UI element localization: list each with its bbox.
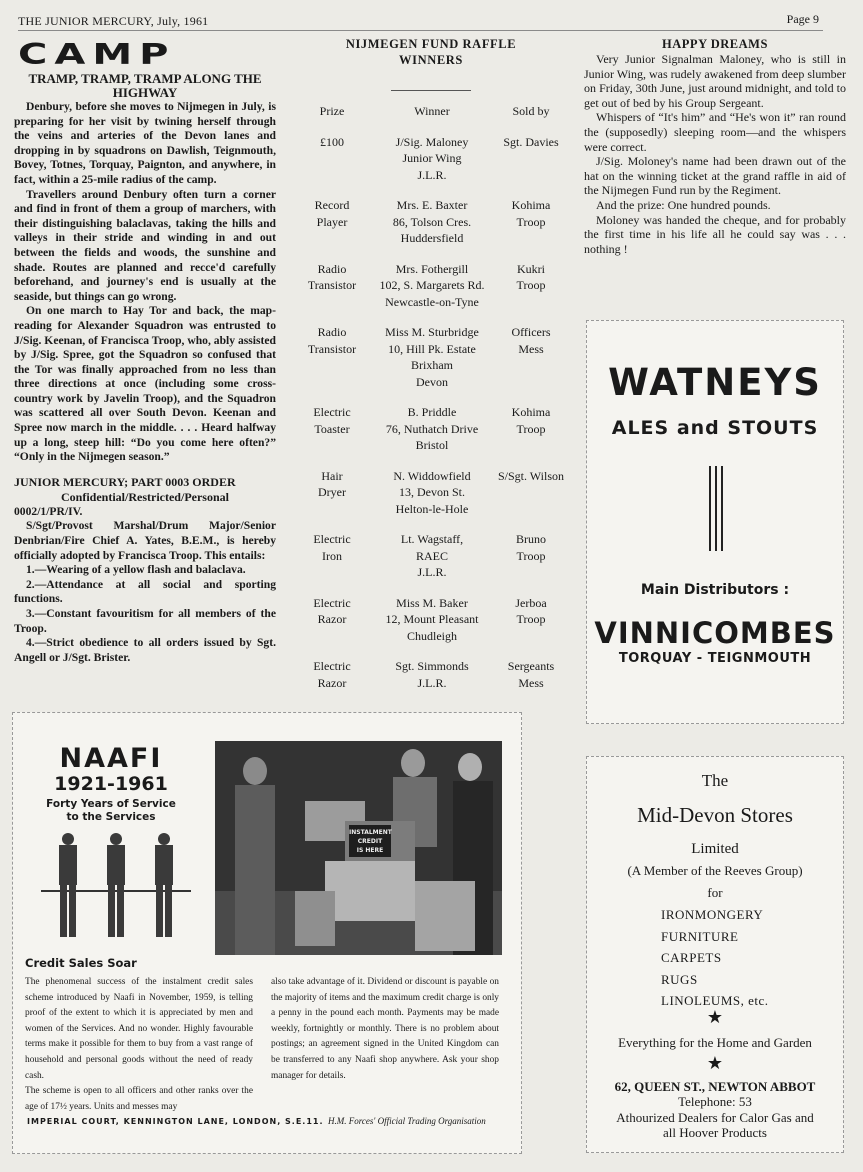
winner-cell-line: 13, Devon St. [399,485,465,499]
naafi-paragraph: The phenomenal success of the instalment credit sales scheme introduced by Naafi in November, 1959, is telling proof of the extent to which it is appreciated by men and women of the Services. And no wonder. Highly favourable terms make it possible for them to buy from a vast range of household and personal goods without the need of ready cash. [25,977,253,1081]
sold-by-cell-line: Troop [516,214,546,229]
md-telephone: Telephone: 53 [678,1094,752,1109]
winner-cell-line: Sgt. Simmonds [395,659,469,673]
prize-cell-line: £100 [320,134,344,149]
prize-cell [296,404,368,454]
order-item: 4.—Strict obedience to all orders issued by Sgt. Angell or J/Sgt. Brister. [14,636,276,664]
dreams-paragraph: And the prize: One hundred pounds. [596,197,771,212]
dreams-paragraph: Very Junior Signalman Maloney, who is still in Junior Wing, was rudely awakened from deep slumber on Friday, 30th June, just around midnight, and told to get out of bed by his Group Sergeant. [584,52,846,110]
prize-cell-line: Electric [313,532,351,546]
watneys-advert [586,320,844,724]
star-icon: ★ [706,1053,724,1073]
md-product-list [661,904,769,1012]
sold-by-cell-line: Bruno [516,532,546,546]
md-product: FURNITURE [661,928,739,944]
naafi-forty-line: Forty Years of Service [46,798,176,810]
order-item: 1.—Wearing of a yellow flash and balaclava. [26,563,246,577]
sold-by-cell-line: Officers [511,325,551,339]
prize-cell-line: Dryer [318,485,346,499]
watneys-brand: WATNEYS [608,361,822,404]
md-member: (A Member of the Reeves Group) [627,863,803,878]
md-dealers-line: all Hoover Products [663,1125,767,1140]
winner-cell-line: Bristol [415,438,449,452]
winner-cell-line: J.L.R. [417,565,447,579]
raffle-row [296,197,566,247]
winner-cell-line: Chudleigh [407,628,457,643]
winner-cell-line: Devon [416,374,448,389]
winner-cell-line: Mrs. E. Baxter [396,198,468,212]
prize-cell-line: Transistor [307,278,357,292]
naafi-body-left [25,975,253,1115]
header-rule [18,30,823,31]
raffle-row [296,324,566,390]
md-dealers-line: Athourized Dealers for Calor Gas and [616,1110,814,1125]
prize-cell-line: Record [314,198,350,212]
prize-cell [296,468,368,518]
watneys-tagline: ALES and STOUTS [611,417,819,439]
md-product: IRONMONGERY [661,907,764,922]
winner-cell-line: Mrs. Fothergill [395,261,469,276]
sold-by-cell-line: Troop [516,612,546,626]
distributor-towns: TORQUAY - TEIGNMOUTH [618,651,812,666]
winner-cell-line: 102, S. Margarets Rd. [379,278,485,292]
winner-cell [368,197,496,247]
sold-by-cell-line: Kukri [517,261,545,276]
raffle-row [296,404,566,454]
naafi-forty-years [41,798,181,824]
prize-cell-line: Radio [317,261,347,276]
page-number: Page 9 [786,12,819,26]
winner-cell-line: Miss M. Baker [396,595,468,610]
sold-by-cell-line: Jerboa [515,595,547,610]
sign-line: CREDIT [357,838,383,845]
winner-cell-line: 86, Tolson Cres. [392,214,472,229]
winner-cell [368,468,496,518]
prize-cell [296,531,368,581]
raffle-row [296,595,566,645]
naafi-forty-line: to the Services [66,811,156,823]
winner-cell-line: N. Widdowfield [393,468,471,483]
sold-header: Sold by [512,104,550,118]
dreams-paragraph: J/Sig. Moloney's name had been drawn out of the hat on the winning ticket at the grand raffle in aid of the Nijmegen Fund run by the Regiment. [584,154,846,198]
md-limited: Limited [691,841,739,857]
sold-by-cell [496,261,566,311]
md-address: 62, QUEEN ST., NEWTON ABBOT [614,1079,816,1094]
raffle-column [296,36,566,705]
raffle-rows [296,134,566,692]
raffle-header-row [296,103,566,120]
prize-cell-line: Electric [313,659,351,673]
order-item: 3.—Constant favouritism for all members of the Troop. [14,607,276,635]
sold-by-cell-line: Mess [518,341,544,356]
prize-cell-line: Electric [313,595,351,610]
winner-cell [368,595,496,645]
sold-by-cell-line: S/Sgt. Wilson [498,468,564,483]
winner-cell-line: Miss M. Sturbridge [385,325,479,339]
servicemen-figures-illustration [41,831,191,949]
winner-header: Winner [414,104,450,118]
naafi-photo [215,741,502,955]
sold-by-cell-line: Troop [516,548,546,563]
sold-by-cell [496,595,566,645]
raffle-row [296,531,566,581]
prize-cell [296,658,368,691]
winner-cell-line: Lt. Wagstaff, [400,532,464,546]
winner-cell-line: Newcastle-on-Tyne [385,294,479,309]
winner-cell-line: 10, Hill Pk. Estate [388,341,476,356]
sold-by-cell [496,324,566,390]
sold-by-cell-line: Mess [518,675,544,690]
raffle-title-line: WINNERS [399,53,463,67]
md-product: CARPETS [661,950,722,965]
winner-cell-line: Brixham [411,358,453,372]
prize-cell-line: Razor [317,675,347,690]
prize-cell-line: Electric [313,405,351,419]
sold-by-cell-line: Troop [516,421,546,436]
order-subheading: Confidential/Restricted/Personal [61,489,229,504]
order-item: 2.—Attendance at all social and sporting functions. [14,577,276,606]
sold-by-cell-line: Kohima [511,198,551,212]
md-for: for [707,885,723,900]
prize-cell-line: Player [316,214,348,229]
order-heading: JUNIOR MERCURY; PART 0003 ORDER [14,474,236,489]
dreams-title: HAPPY DREAMS [662,37,768,51]
sold-by-cell [496,134,566,184]
distributors-label: Main Distributors : [640,582,790,598]
naafi-body-right [271,975,499,1084]
camp-title: CAMP [18,37,176,71]
winner-cell [368,134,496,184]
credit-heading: Credit Sales Soar [25,956,137,970]
dreams-paragraph: Moloney was handed the cheque, and for probably the first time in his life all he could say was . . . nothing ! [584,212,846,256]
prize-cell-line: Hair [321,468,343,483]
sign-line: IS HERE [356,847,384,854]
naafi-title: NAAFI [59,743,163,774]
prize-cell [296,324,368,390]
sold-by-cell [496,658,566,691]
winner-cell-line: 12, Mount Pleasant [385,612,479,626]
watneys-bars-icon [709,466,723,551]
camp-paragraph: On one march to Hay Tor and back, the map-reading for Alexander Squadron was entrusted to J/Sig. Keenan, of Francisca Troop, who, ably assisted by J/Sig. Spree, got the Squadron so confused that the Tor was finally approached from no less than three directions at once (including some cross-country work by Javelin Troop), and the Squadron was scattered all over South Devon. Keenan and Spree now march in the middle. . . . Heard halfway up a long, steep hill: “Do you come here often?” “Only in the Nijmegen season.” [14,304,276,464]
instalment-sign [349,825,391,855]
prize-cell [296,134,368,184]
prize-cell-line: Iron [322,548,342,563]
winner-cell-line: RAEC [415,548,448,563]
md-store-name: Mid-Devon Stores [637,803,793,827]
raffle-row [296,134,566,184]
prize-cell [296,595,368,645]
camp-paragraph: Travellers around Denbury often turn a corner and find in front of them a group of marchers, with their distinguishing balaclavas, taking the hills and valleys in their stride and winding in and out between the fields and woods, the sunshine and shade. Routes are planned and recce'd carefully beforehand, and journey's end is usually at the seaside, but things can go wrong. [14,187,276,303]
naafi-paragraph: also take advantage of it. Dividend or discount is payable on the majority of items and the maximum credit charge is only a penny in the pound each month. Payments may be made weekly, fortnightly or monthly. There is no problem about postings; an agreement signed in the United Kingdom can be transferred to any Naafi shop anywhere. Ask your shop manager for details. [271,977,499,1081]
md-the: The [701,771,729,790]
naafi-tagline: H.M. Forces' Official Trading Organisation [328,1116,486,1126]
camp-column [14,36,276,665]
raffle-title [296,36,566,68]
md-everything: Everything for the Home and Garden [618,1035,812,1050]
prize-cell-line: Radio [317,325,347,339]
prize-cell-line: Razor [317,612,347,626]
raffle-row [296,261,566,311]
sold-by-cell [496,531,566,581]
winner-cell-line: Huddersfield [400,231,464,245]
winner-cell-line: 76, Nuthatch Drive [385,421,479,436]
prize-cell [296,261,368,311]
running-header: THE JUNIOR MERCURY, July, 1961 [18,14,209,28]
md-dealers [587,1110,843,1140]
prize-cell-line: Transistor [307,341,357,356]
sold-by-cell-line: Sgt. Davies [503,134,559,149]
winner-cell-line: B. Priddle [407,405,457,419]
camp-paragraph: Denbury, before she moves to Nijmegen in July, is preparing for her visit by twining herself through the veins and arteries of the Devon lanes and dropping in by squadrons on Dawlish, Teignmouth, Bovey, Totnes, Torquay, Paignton, and anywhere, in fact, within a 25-mile radius of the camp. [14,100,276,186]
prize-header: Prize [319,104,345,118]
winner-cell-line: J.L.R. [417,167,447,182]
prize-cell [296,197,368,247]
raffle-row [296,468,566,518]
winner-cell-line: J/Sig. Maloney [395,134,469,149]
sold-by-cell [496,404,566,454]
winner-cell-line: J.L.R. [417,675,447,690]
winner-cell [368,658,496,691]
sold-by-cell [496,197,566,247]
md-product: LINOLEUMS, etc. [661,993,769,1008]
sold-by-cell-line: Sergeants [507,659,555,673]
winner-cell [368,261,496,311]
order-ref: 0002/1/PR/IV. [14,504,83,518]
sold-by-cell-line: Kohima [511,405,551,419]
order-intro: S/Sgt/Provost Marshal/Drum Major/Senior Denbrian/Fire Chief A. Yates, B.E.M., is hereby officially adopted by Francisca Troop. This entails: [14,519,276,562]
sold-by-cell-line: Troop [516,278,546,292]
winner-cell [368,404,496,454]
sign-line: INSTALMENT [349,829,392,836]
prize-cell-line: Toaster [314,421,350,436]
naafi-advert [12,712,522,1154]
raffle-rule [391,90,471,91]
raffle-row [296,658,566,691]
middevon-advert [586,756,844,1153]
md-product: RUGS [661,971,698,987]
naafi-address: IMPERIAL COURT, KENNINGTON LANE, LONDON, S.E.11. [27,1117,324,1126]
winner-cell [368,531,496,581]
winner-cell [368,324,496,390]
naafi-paragraph: The scheme is open to all officers and other ranks over the age of 17½ years. Units and messes may [25,1086,253,1112]
naafi-years: 1921-1961 [54,773,168,795]
winner-cell-line: Junior Wing [402,151,462,165]
camp-subtitle: TRAMP, TRAMP, TRAMP ALONG THE HIGHWAY [28,71,262,100]
dreams-column [584,36,846,256]
dreams-paragraph: Whispers of “It's him” and “He's won it” ran round the (supposedly) sleeping room—and the whispers were correct. [584,110,846,154]
distributor-name: VINNICOMBES [594,616,836,650]
raffle-title-line: NIJMEGEN FUND RAFFLE [345,37,517,51]
winner-cell-line: Helton-le-Hole [395,501,469,516]
star-icon: ★ [706,1007,724,1027]
sold-by-cell [496,468,566,518]
